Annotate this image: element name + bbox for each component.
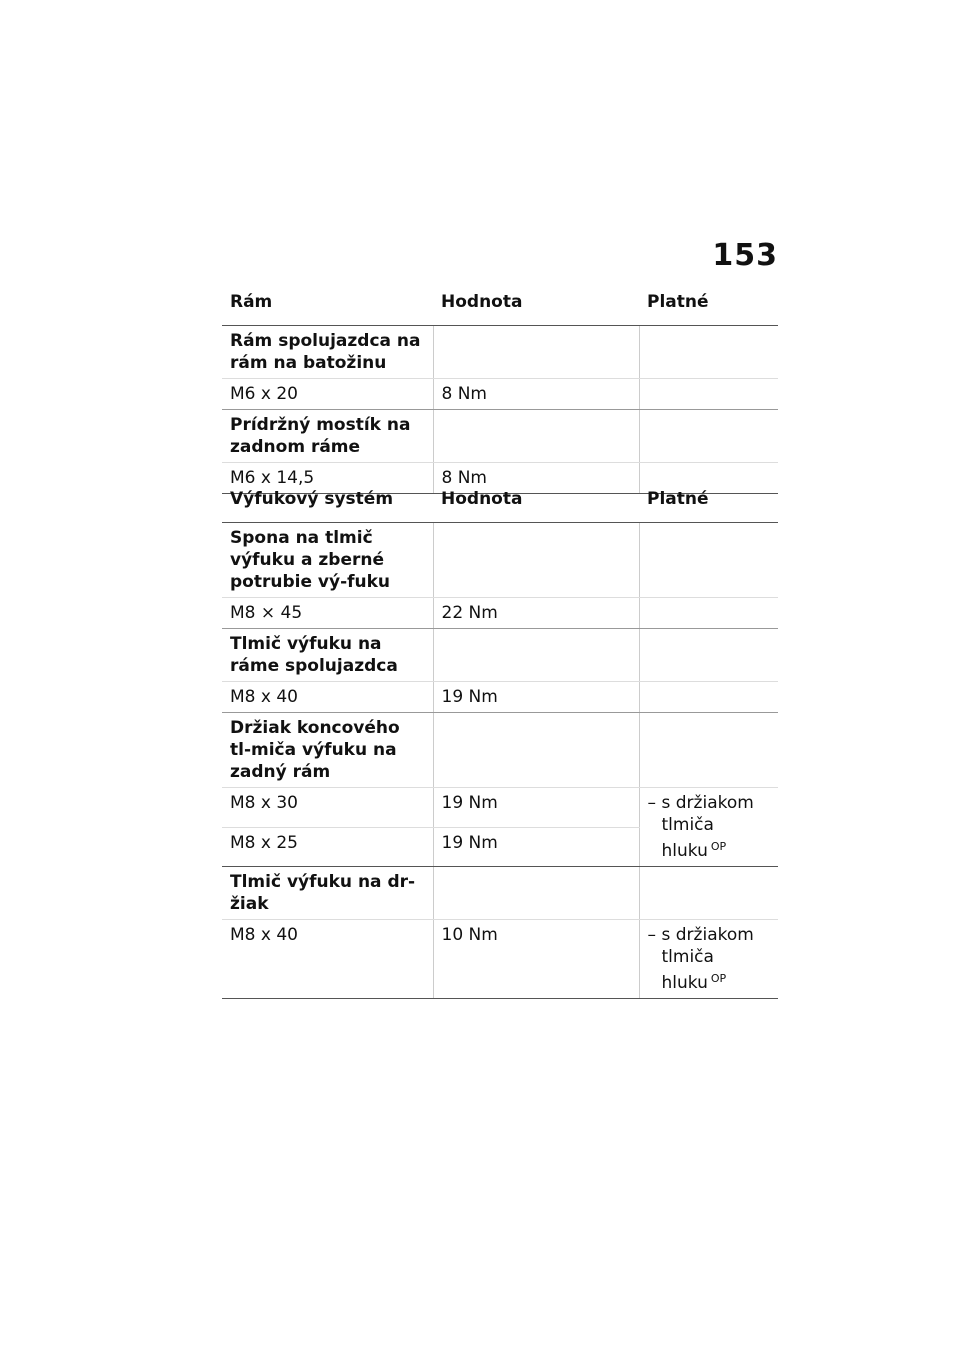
table-row [222, 598, 778, 629]
screw-size: M8 x 40 [222, 682, 433, 713]
applies-note [639, 920, 778, 999]
table-row [222, 682, 778, 713]
torque-value: 19 Nm [433, 788, 639, 828]
optional-equipment-mark: OP [710, 840, 727, 853]
table-header-row [222, 476, 778, 523]
torque-value: 8 Nm [433, 379, 639, 410]
page-number: 153 [712, 238, 778, 273]
group-row [222, 713, 778, 788]
group-title: Spona na tlmič výfuku a zberné potrubie vý-fuku [222, 523, 433, 598]
screw-size: M8 x 30 [222, 788, 433, 828]
group-row [222, 867, 778, 920]
note-text-line2: tlmiča [661, 947, 714, 967]
torque-value: 10 Nm [433, 920, 639, 999]
group-row [222, 629, 778, 682]
screw-size: M6 x 14,5 [222, 463, 433, 494]
torque-value: 22 Nm [433, 598, 639, 629]
group-title: Prídržný mostík na zadnom ráme [222, 410, 433, 463]
exhaust-torque-table [222, 476, 778, 999]
group-title: Tlmič výfuku na ráme spolujazdca [222, 629, 433, 682]
note-text-line3: hluku [661, 841, 708, 861]
note-text-line2: tlmiča [661, 815, 714, 835]
torque-value: 19 Nm [433, 682, 639, 713]
screw-size: M8 x 25 [222, 827, 433, 867]
table-row [222, 379, 778, 410]
column-header-exhaust: Výfukový systém [222, 476, 433, 523]
note-text-line1: s držiakom [661, 925, 754, 945]
column-header-value: Hodnota [433, 279, 639, 326]
column-header-value: Hodnota [433, 476, 639, 523]
table-row [222, 920, 778, 999]
group-row [222, 523, 778, 598]
applies-note [639, 788, 778, 867]
column-header-applies: Platné [639, 279, 778, 326]
note-dash: – [647, 793, 656, 813]
group-row [222, 326, 778, 379]
table-header-row [222, 279, 778, 326]
optional-equipment-mark: OP [710, 972, 727, 985]
note-text-line3: hluku [661, 973, 708, 993]
column-header-frame: Rám [222, 279, 433, 326]
column-header-applies: Platné [639, 476, 778, 523]
torque-value: 8 Nm [433, 463, 639, 494]
table-row [222, 788, 778, 828]
group-title: Držiak koncového tl-miča výfuku na zadný rám [222, 713, 433, 788]
torque-value: 19 Nm [433, 827, 639, 867]
frame-torque-table [222, 279, 778, 494]
group-title: Tlmič výfuku na dr-žiak [222, 867, 433, 920]
screw-size: M6 x 20 [222, 379, 433, 410]
screw-size: M8 x 40 [222, 920, 433, 999]
group-title: Rám spolujazdca na rám na batožinu [222, 326, 433, 379]
note-dash: – [647, 925, 656, 945]
group-row [222, 410, 778, 463]
note-text-line1: s držiakom [661, 793, 754, 813]
screw-size: M8 × 45 [222, 598, 433, 629]
